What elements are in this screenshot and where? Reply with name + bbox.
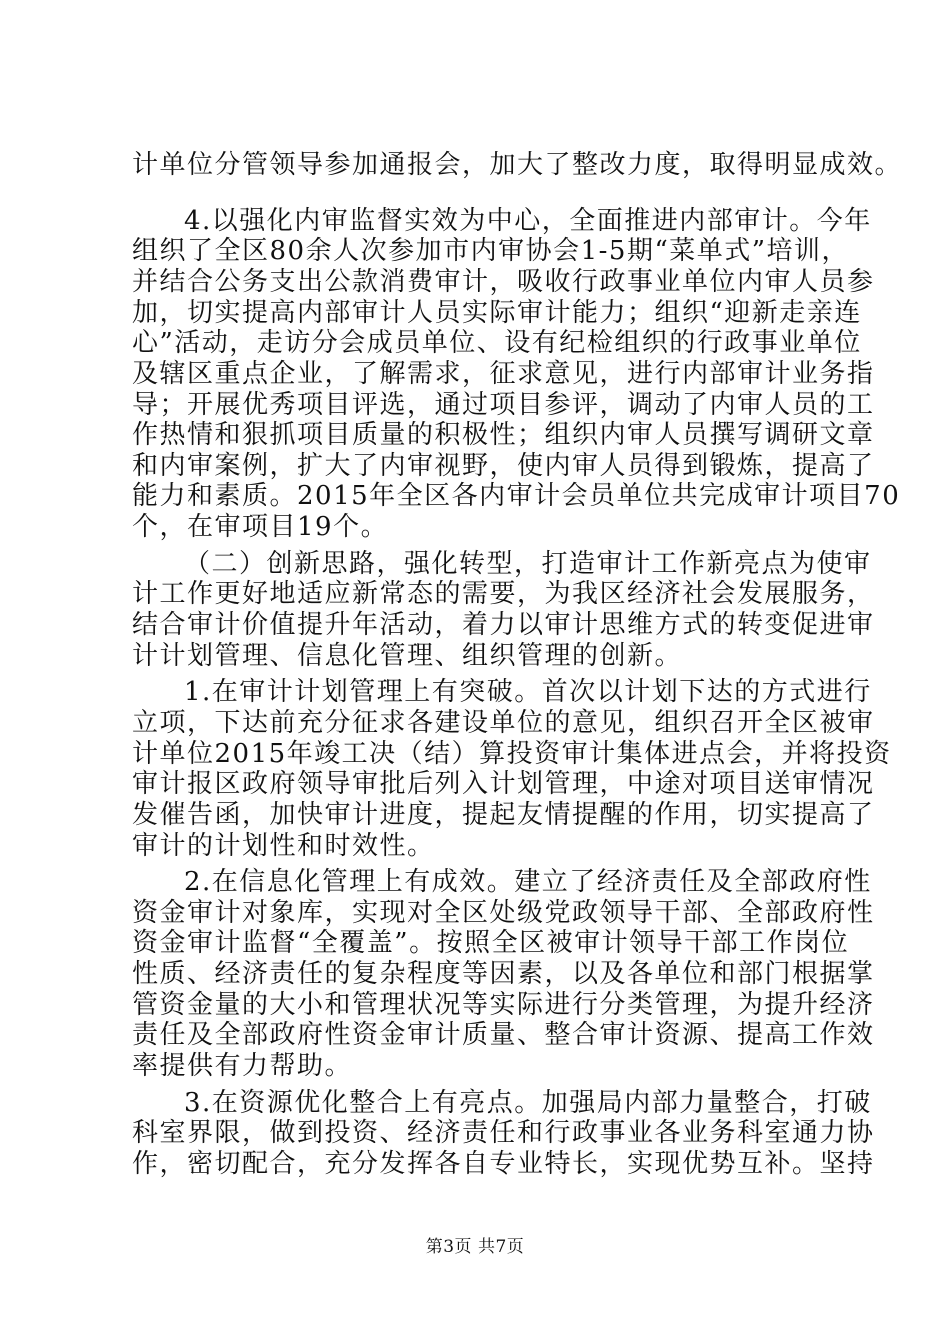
text-line: 和内审案例，扩大了内审视野，使内审人员得到锻炼，提高了 bbox=[132, 451, 875, 481]
text-line: 导；开展优秀项目评选，通过项目参评，调动了内审人员的工 bbox=[132, 390, 875, 420]
text-line: 计工作更好地适应新常态的需要，为我区经济社会发展服务， bbox=[132, 579, 875, 609]
text-line: 资金审计对象库，实现对全区处级党政领导干部、全部政府性 bbox=[132, 898, 875, 928]
text-line: 计计划管理、信息化管理、组织管理的创新。 bbox=[132, 641, 683, 671]
text-line: 性质、经济责任的复杂程度等因素，以及各单位和部门根据掌 bbox=[132, 959, 875, 989]
text-line: 立项，下达前充分征求各建设单位的意见，组织召开全区被审 bbox=[132, 708, 875, 738]
text-line: 责任及全部政府性资金审计质量、整合审计资源、提高工作效 bbox=[132, 1020, 875, 1050]
text-line: 4.以强化内审监督实效为中心，全面推进内部审计。今年 bbox=[184, 206, 872, 236]
text-line: 3.在资源优化整合上有亮点。加强局内部力量整合，打破 bbox=[184, 1088, 872, 1118]
text-line: 结合审计价值提升年活动，着力以审计思维方式的转变促进审 bbox=[132, 610, 875, 640]
text-line: （二）创新思路，强化转型，打造审计工作新亮点为使审 bbox=[184, 549, 872, 579]
text-line: 率提供有力帮助。 bbox=[132, 1051, 353, 1081]
text-line: 心”活动，走访分会成员单位、设有纪检组织的行政事业单位 bbox=[132, 328, 862, 358]
text-line: 资金审计监督“全覆盖”。按照全区被审计领导干部工作岗位 bbox=[132, 928, 850, 958]
text-line: 2.在信息化管理上有成效。建立了经济责任及全部政府性 bbox=[184, 867, 872, 897]
text-line: 发催告函，加快审计进度，提起友情提醒的作用，切实提高了 bbox=[132, 800, 875, 830]
text-line: 科室界限，做到投资、经济责任和行政事业各业务科室通力协 bbox=[132, 1118, 875, 1148]
text-line: 1.在审计计划管理上有突破。首次以计划下达的方式进行 bbox=[184, 677, 872, 707]
text-line: 审计报区政府领导审批后列入计划管理，中途对项目送审情况 bbox=[132, 769, 875, 799]
text-line: 作，密切配合，充分发挥各自专业特长，实现优势互补。坚持 bbox=[132, 1149, 875, 1179]
text-line: 组织了全区80余人次参加市内审协会1-5期“菜单式”培训， bbox=[132, 236, 850, 266]
text-line: 计单位2015年竣工决（结）算投资审计集体进点会，并将投资 bbox=[132, 739, 892, 769]
text-line: 个，在审项目19个。 bbox=[132, 512, 389, 542]
page-number-footer: 第3页 共7页 bbox=[425, 1237, 525, 1257]
text-line: 计单位分管领导参加通报会，加大了整改力度，取得明显成效。 bbox=[132, 150, 903, 180]
text-line: 审计的计划性和时效性。 bbox=[132, 831, 435, 861]
text-line: 管资金量的大小和管理状况等实际进行分类管理，为提升经济 bbox=[132, 990, 875, 1020]
text-line: 并结合公务支出公款消费审计，吸收行政事业单位内审人员参 bbox=[132, 267, 875, 297]
text-line: 及辖区重点企业，了解需求，征求意见，进行内部审计业务指 bbox=[132, 359, 875, 389]
text-line: 能力和素质。2015年全区各内审计会员单位共完成审计项目70 bbox=[132, 481, 901, 511]
text-line: 加，切实提高内部审计人员实际审计能力；组织“迎新走亲连 bbox=[132, 298, 862, 328]
text-line: 作热情和狠抓项目质量的积极性；组织内审人员撰写调研文章 bbox=[132, 420, 875, 450]
